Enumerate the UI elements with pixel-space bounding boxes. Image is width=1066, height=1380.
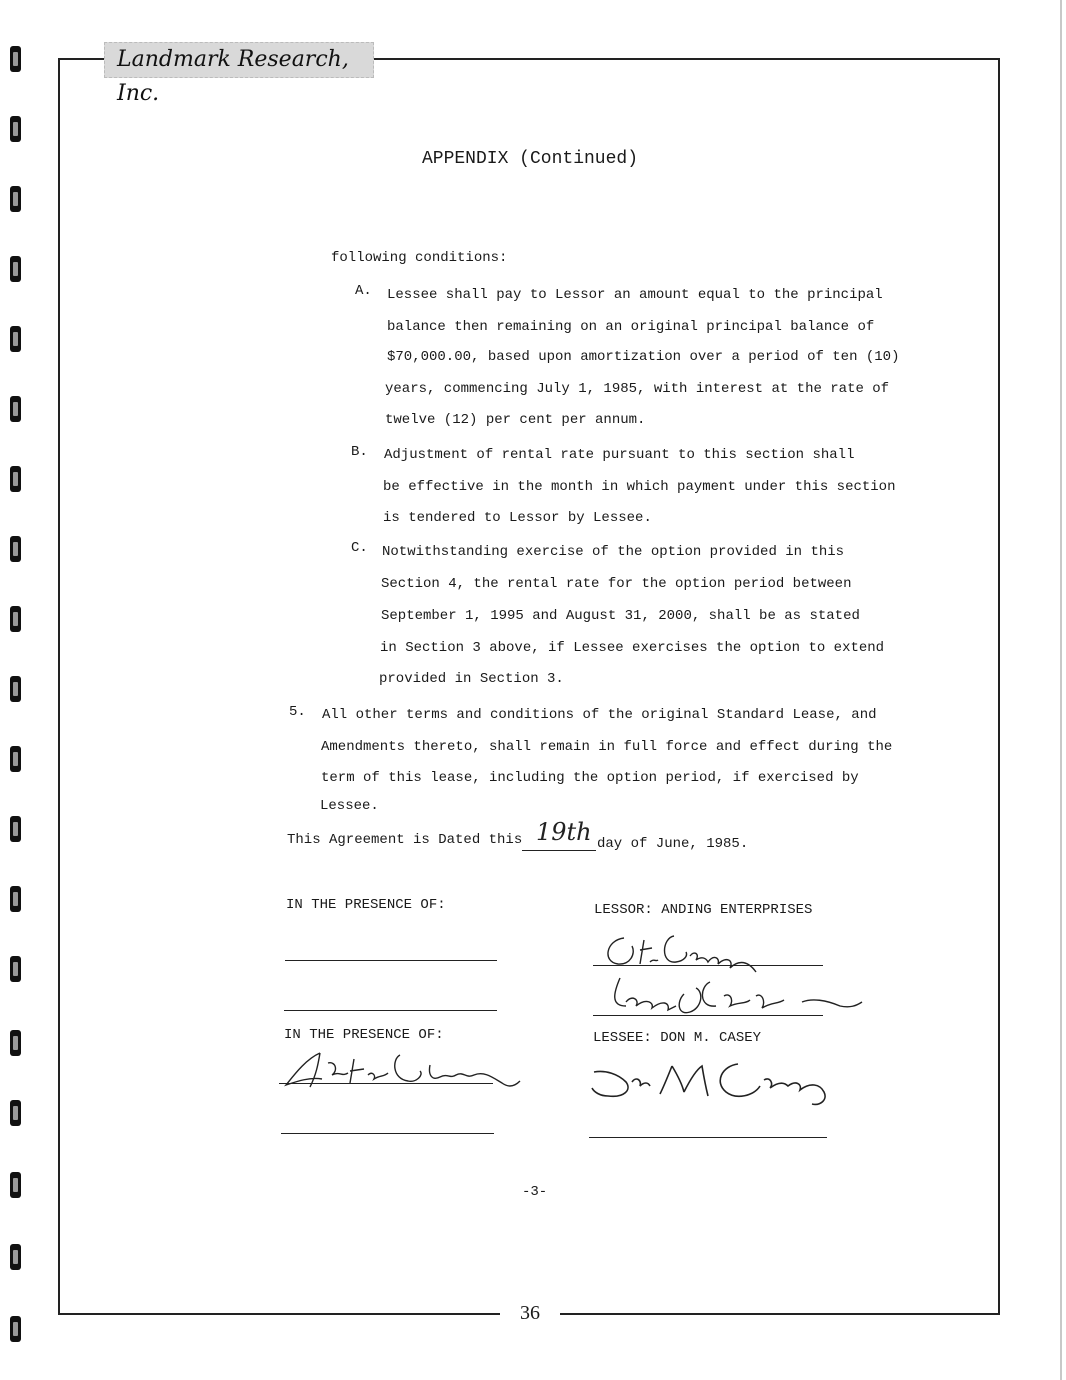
condition-line: in Section 3 above, if Lessee exercises the option to extend bbox=[380, 640, 885, 656]
witness-signature bbox=[280, 1045, 520, 1100]
dated-suffix: day of June, 1985. bbox=[597, 836, 749, 852]
lessor-signature-2 bbox=[606, 972, 866, 1022]
section-line: Lessee. bbox=[320, 798, 379, 814]
lessee-signature bbox=[588, 1052, 848, 1112]
binding-hole bbox=[10, 116, 21, 142]
binding-holes bbox=[8, 0, 24, 1380]
binding-hole bbox=[10, 256, 21, 282]
condition-line: Lessee shall pay to Lessor an amount equal to the principal bbox=[387, 287, 883, 303]
brand-logo: Landmark Research, Inc. bbox=[104, 42, 374, 78]
signature-line bbox=[589, 1137, 827, 1138]
section-line: All other terms and conditions of the original Standard Lease, and bbox=[322, 707, 877, 723]
condition-marker: B. bbox=[351, 444, 368, 460]
binding-hole bbox=[10, 1244, 21, 1270]
dated-day-handwritten: 19th bbox=[536, 818, 592, 846]
binding-hole bbox=[10, 1100, 21, 1126]
signature-line bbox=[281, 1133, 494, 1134]
binding-hole bbox=[10, 396, 21, 422]
condition-line: Section 4, the rental rate for the option period between bbox=[381, 576, 852, 592]
binding-hole bbox=[10, 466, 21, 492]
condition-line: September 1, 1995 and August 31, 2000, shall be as stated bbox=[381, 608, 860, 624]
condition-line: provided in Section 3. bbox=[379, 671, 564, 687]
binding-hole bbox=[10, 1030, 21, 1056]
binding-hole bbox=[10, 676, 21, 702]
signature-line bbox=[279, 1083, 493, 1084]
binding-hole bbox=[10, 1172, 21, 1198]
lessor-signature-1 bbox=[596, 928, 766, 978]
presence-label: IN THE PRESENCE OF: bbox=[284, 1027, 444, 1043]
binding-hole bbox=[10, 816, 21, 842]
binding-hole bbox=[10, 956, 21, 982]
page-edge bbox=[1060, 0, 1062, 1380]
binding-hole bbox=[10, 606, 21, 632]
binding-hole bbox=[10, 886, 21, 912]
intro-text: following conditions: bbox=[331, 250, 508, 266]
signature-line bbox=[285, 960, 497, 961]
condition-line: years, commencing July 1, 1985, with interest at the rate of bbox=[385, 381, 890, 397]
dated-prefix: This Agreement is Dated this bbox=[287, 832, 523, 848]
condition-line: is tendered to Lessor by Lessee. bbox=[383, 510, 652, 526]
presence-label: IN THE PRESENCE OF: bbox=[286, 897, 446, 913]
condition-marker: C. bbox=[351, 540, 368, 556]
section-marker: 5. bbox=[289, 704, 306, 720]
condition-line: Notwithstanding exercise of the option provided in this bbox=[382, 544, 845, 560]
binding-hole bbox=[10, 746, 21, 772]
condition-line: Adjustment of rental rate pursuant to this section shall bbox=[384, 447, 855, 463]
condition-line: balance then remaining on an original principal balance of bbox=[387, 319, 875, 335]
binding-hole bbox=[10, 1316, 21, 1342]
section-line: term of this lease, including the option period, if exercised by bbox=[321, 770, 859, 786]
condition-line: $70,000.00, based upon amortization over a period of ten (10) bbox=[387, 349, 900, 365]
binding-hole bbox=[10, 46, 21, 72]
binding-hole bbox=[10, 186, 21, 212]
binding-hole bbox=[10, 326, 21, 352]
internal-page-number: -3- bbox=[522, 1184, 548, 1200]
condition-line: be effective in the month in which payment under this section bbox=[383, 479, 896, 495]
condition-line: twelve (12) per cent per annum. bbox=[385, 412, 646, 428]
page-title: APPENDIX (Continued) bbox=[421, 149, 639, 169]
condition-marker: A. bbox=[355, 283, 372, 299]
page-number: 36 bbox=[500, 1302, 560, 1325]
section-line: Amendments thereto, shall remain in full force and effect during the bbox=[321, 739, 893, 755]
binding-hole bbox=[10, 536, 21, 562]
lessee-label: LESSEE: DON M. CASEY bbox=[593, 1030, 762, 1046]
date-underline bbox=[522, 850, 596, 851]
signature-line bbox=[284, 1010, 497, 1011]
lessor-label: LESSOR: ANDING ENTERPRISES bbox=[594, 902, 813, 918]
